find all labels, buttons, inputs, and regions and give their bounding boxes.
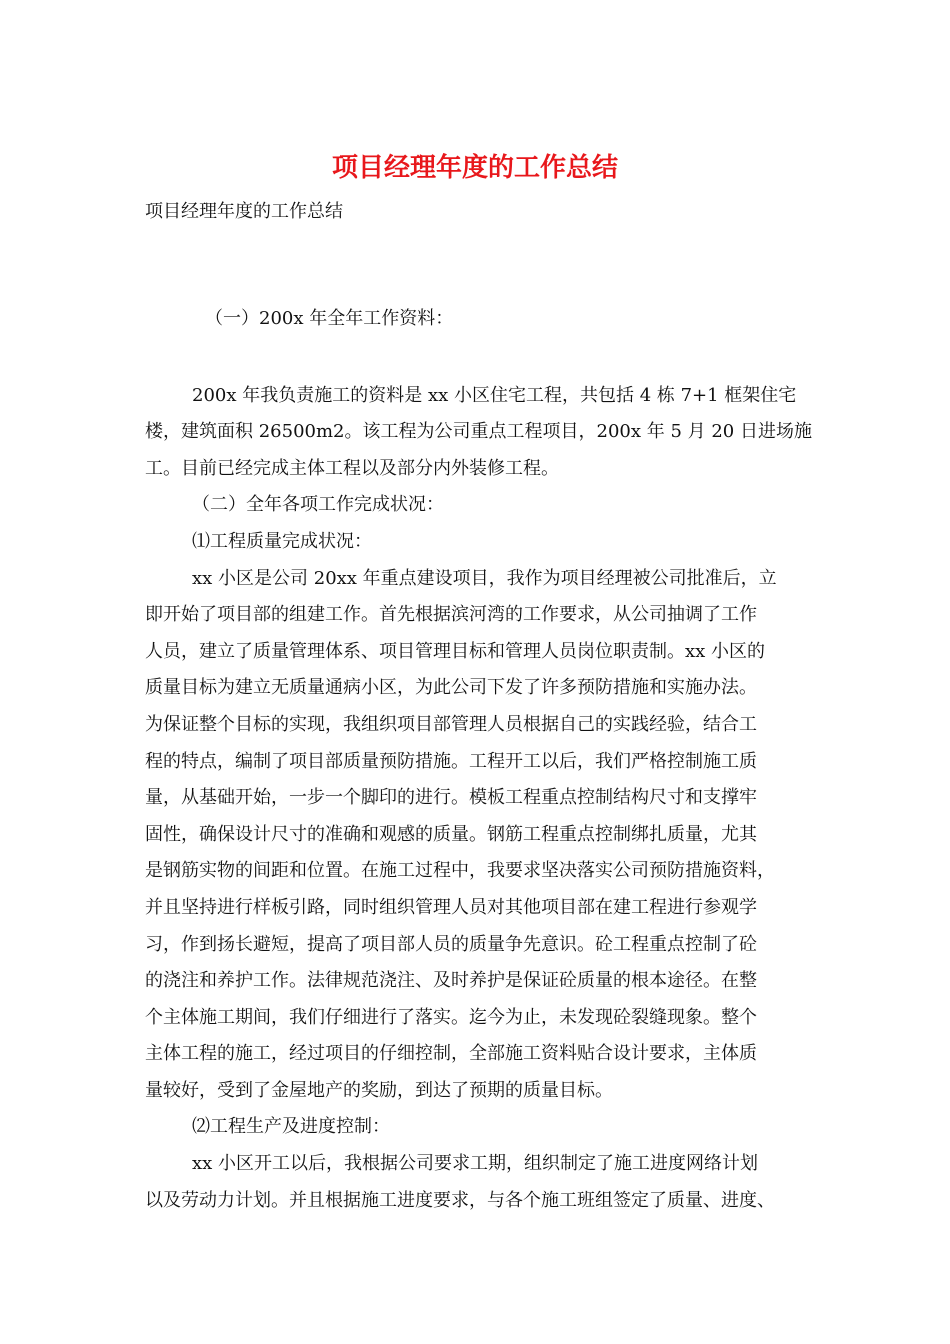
document-subtitle: 项目经理年度的工作总结 <box>145 201 343 222</box>
section-heading-1: （一）200x 年全年工作资料： <box>205 308 454 329</box>
subsection-heading-1: ⑴工程质量完成状况： <box>192 530 372 552</box>
paragraph-line: 200x 年我负责施工的资料是 xx 小区住宅工程，共包括 4 栋 7+1 框架住宅 <box>192 384 797 406</box>
paragraph-line: 习，作到扬长避短，提高了项目部人员的质量争先意识。砼工程重点控制了砼 <box>145 933 757 955</box>
paragraph-line: 工。目前已经完成主体工程以及部分内外装修工程。 <box>145 457 559 479</box>
paragraph-line: 固性，确保设计尺寸的准确和观感的质量。钢筋工程重点控制绑扎质量，尤其 <box>145 823 757 845</box>
paragraph-line: 楼，建筑面积 26500m2。该工程为公司重点工程项目，200x 年 5 月 20 日进场施 <box>145 421 812 443</box>
subsection-heading-2: ⑵工程生产及进度控制： <box>192 1116 390 1138</box>
paragraph-line: 主体工程的施工，经过项目的仔细控制，全部施工资料贴合设计要求，主体质 <box>145 1043 757 1065</box>
paragraph-line: 即开始了项目部的组建工作。首先根据滨河湾的工作要求，从公司抽调了工作 <box>145 604 757 626</box>
paragraph-line: 量，从基础开始，一步一个脚印的进行。模板工程重点控制结构尺寸和支撑牢 <box>145 787 757 809</box>
paragraph-line: xx 小区是公司 20xx 年重点建设项目，我作为项目经理被公司批准后，立 <box>192 567 777 589</box>
paragraph-line: 人员，建立了质量管理体系、项目管理目标和管理人员岗位职责制。xx 小区的 <box>145 640 766 662</box>
document-body <box>145 301 810 1219</box>
paragraph-line: 的浇注和养护工作。法律规范浇注、及时养护是保证砼质量的根本途径。在整 <box>145 970 757 992</box>
paragraph-line: 以及劳动力计划。并且根据施工进度要求，与各个施工班组签定了质量、进度、 <box>145 1189 775 1211</box>
paragraph-line: 程的特点，编制了项目部质量预防措施。工程开工以后，我们严格控制施工质 <box>145 750 757 772</box>
paragraph-line: 是钢筋实物的间距和位置。在施工过程中，我要求坚决落实公司预防措施资料， <box>145 860 775 882</box>
paragraph-line: 质量目标为建立无质量通病小区，为此公司下发了许多预防措施和实施办法。 <box>145 677 757 699</box>
paragraph-line: 个主体施工期间，我们仔细进行了落实。迄今为止，未发现砼裂缝现象。整个 <box>145 1006 757 1028</box>
paragraph-line: 并且坚持进行样板引路，同时组织管理人员对其他项目部在建工程进行参观学 <box>145 896 757 918</box>
paragraph-line: 量较好，受到了金屋地产的奖励，到达了预期的质量目标。 <box>145 1079 613 1101</box>
document-title: 项目经理年度的工作总结 <box>331 153 618 183</box>
paragraph-line: 为保证整个目标的实现，我组织项目部管理人员根据自己的实践经验，结合工 <box>145 713 757 735</box>
section-heading-2: （二）全年各项工作完成状况： <box>192 494 444 516</box>
paragraph-line: xx 小区开工以后，我根据公司要求工期，组织制定了施工进度网络计划 <box>192 1153 759 1175</box>
spacer <box>145 338 810 378</box>
